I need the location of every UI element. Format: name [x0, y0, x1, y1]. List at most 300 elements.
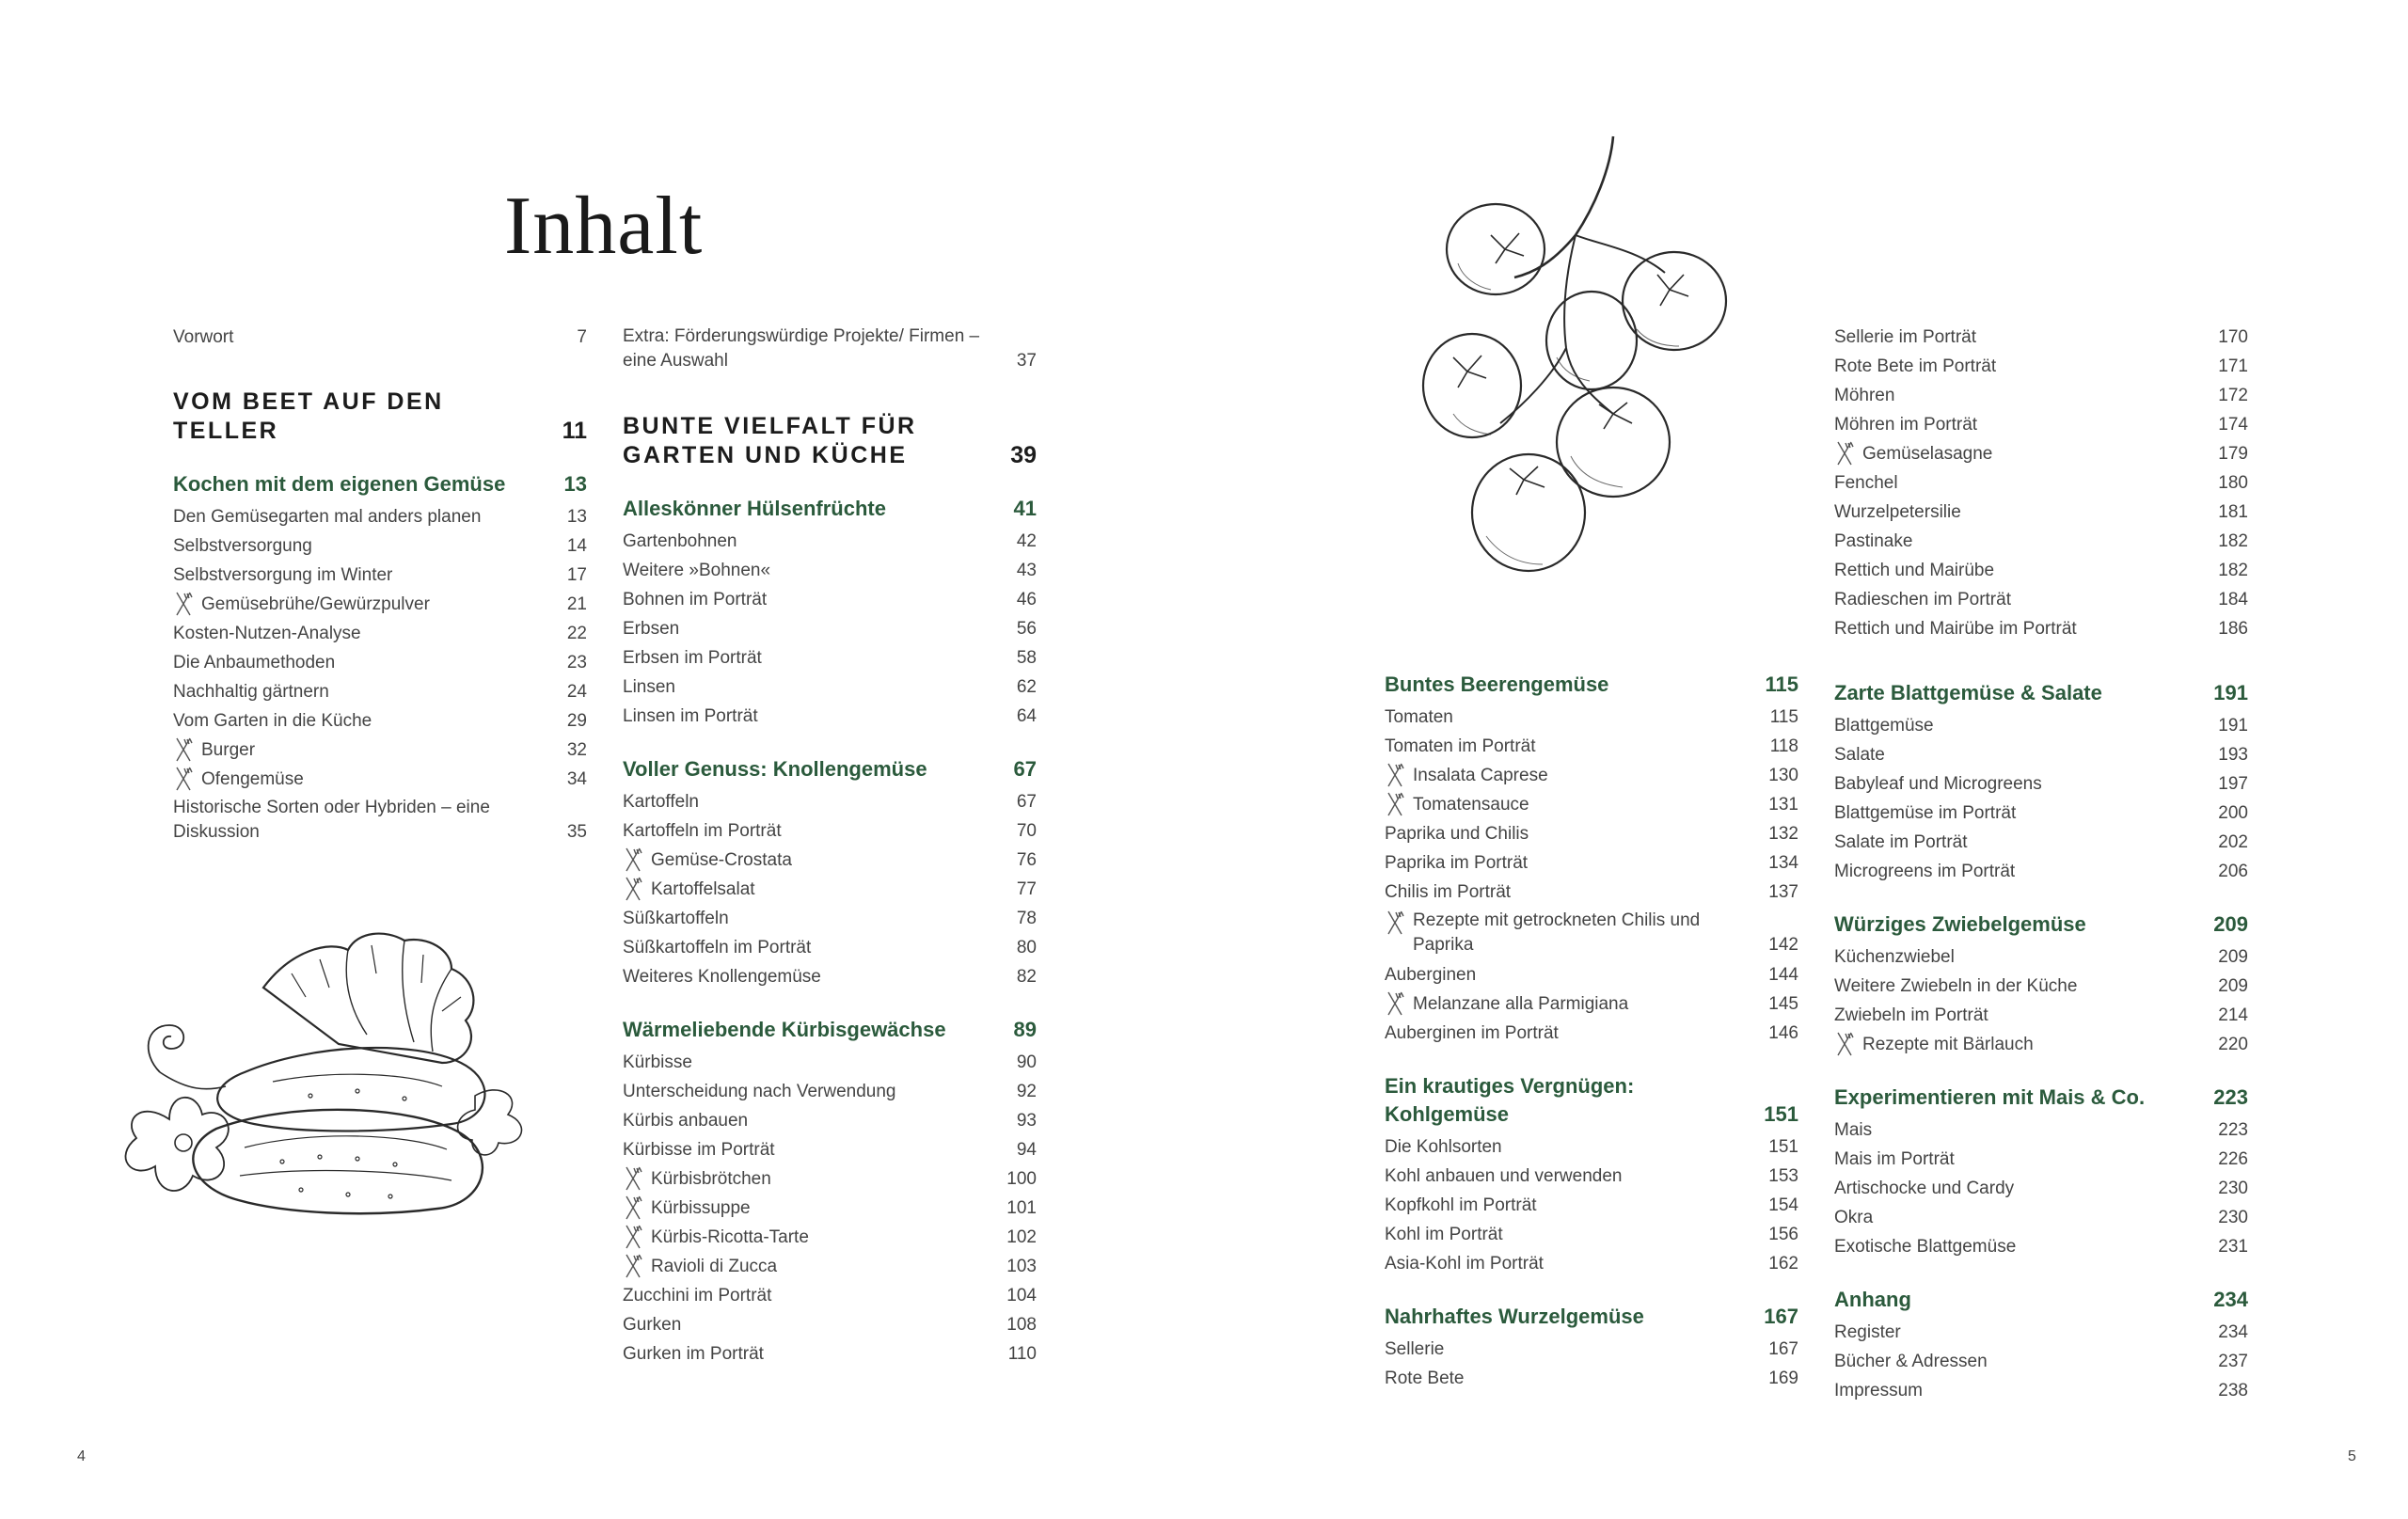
toc-entry — [1385, 878, 1798, 907]
cutlery-icon — [1385, 762, 1405, 788]
entry-title-wrap — [623, 527, 980, 556]
toc-entry — [1385, 703, 1798, 732]
entry-title: Auberginen im Porträt — [1385, 1023, 1559, 1043]
entry-title-wrap — [1834, 527, 2192, 556]
entry-title: Rote Bete im Porträt — [1834, 356, 1997, 376]
entry-title: Insalata Caprese — [1413, 766, 1548, 785]
entry-title-wrap — [1385, 732, 1742, 761]
entry-title-wrap — [1385, 1249, 1742, 1278]
entry-title-wrap — [623, 816, 980, 846]
recipe-entry — [1834, 439, 2248, 468]
toc-entry — [623, 816, 1037, 846]
toc-section — [1834, 323, 2248, 643]
toc-entry — [1834, 828, 2248, 857]
entry-title: Pastinake — [1834, 531, 1913, 551]
entry-title-wrap — [1834, 769, 2192, 799]
entry-title-wrap — [1834, 1001, 2192, 1030]
toc-entry — [1834, 769, 2248, 799]
entry-title-wrap — [1834, 828, 2192, 857]
chapter-title: Alleskönner Hülsenfrüchte — [623, 497, 886, 520]
entry-title-wrap — [1834, 410, 2192, 439]
toc-entry — [1385, 819, 1798, 848]
tomato-vine-illustration — [1411, 132, 1750, 593]
entry-page-number: 237 — [2218, 1352, 2248, 1371]
entry-page-number: 167 — [1768, 1339, 1798, 1359]
chapter-page-number: 13 — [563, 472, 587, 496]
entry-title-wrap — [173, 677, 531, 706]
chapter-heading — [1385, 1303, 1798, 1331]
chapter-page-number: 41 — [1013, 497, 1037, 520]
toc-entry — [173, 794, 587, 847]
entry-page-number: 231 — [2218, 1237, 2248, 1257]
recipe-entry — [1385, 989, 1798, 1019]
entry-title-wrap — [623, 962, 980, 991]
chapter-title: Anhang — [1834, 1288, 1911, 1311]
entry-title-wrap — [173, 706, 531, 736]
chapter-title: Zarte Blattgemüse & Salate — [1834, 681, 2102, 704]
toc-entry — [1385, 1249, 1798, 1278]
entry-title-wrap — [1385, 1335, 1742, 1364]
toc-column-3 — [1385, 671, 1798, 1417]
entry-title: Burger — [201, 740, 256, 760]
chapter-page-number: 223 — [2213, 1085, 2248, 1109]
entry-page-number: 22 — [566, 624, 587, 643]
toc-entry — [1834, 381, 2248, 410]
entry-title-wrap — [173, 796, 531, 845]
entry-page-number: 151 — [1768, 1137, 1798, 1157]
entry-title: Weiteres Knollengemüse — [623, 967, 821, 987]
toc-entry — [1834, 1318, 2248, 1347]
entry-title: Ravioli di Zucca — [651, 1257, 778, 1276]
entry-title: Exotische Blattgemüse — [1834, 1237, 2017, 1257]
chapter-heading — [1834, 1084, 2248, 1112]
toc-entry — [623, 1339, 1037, 1369]
entry-title-wrap — [623, 787, 980, 816]
entry-page-number: 171 — [2218, 356, 2248, 376]
entry-title-wrap — [1385, 703, 1742, 732]
entry-page-number: 238 — [2218, 1381, 2248, 1400]
entry-title-wrap — [623, 1077, 980, 1106]
entry-title: Tomaten — [1385, 707, 1453, 727]
toc-entry — [623, 672, 1037, 702]
entry-title: Blattgemüse im Porträt — [1834, 803, 2017, 823]
toc-entry — [173, 619, 587, 648]
entry-page-number: 34 — [566, 769, 587, 789]
entry-title-wrap — [1834, 799, 2192, 828]
folio-right: 5 — [2348, 1448, 2356, 1464]
cutlery-icon — [173, 766, 194, 792]
entry-title: Erbsen im Porträt — [623, 648, 762, 668]
entry-page-number: 230 — [2218, 1179, 2248, 1198]
entry-page-number: 145 — [1768, 994, 1798, 1014]
toc-entry — [1385, 1019, 1798, 1048]
entry-title-wrap — [1385, 790, 1742, 819]
entry-title: Gemüse-Crostata — [651, 850, 792, 870]
entry-page-number: 174 — [2218, 415, 2248, 435]
entry-page-number: 182 — [2218, 531, 2248, 551]
toc-entry — [1834, 527, 2248, 556]
entry-title-wrap — [623, 1281, 980, 1310]
chapter-page-number: 67 — [1013, 757, 1037, 781]
toc-entry — [1385, 1162, 1798, 1191]
entry-title-wrap — [1385, 1019, 1742, 1048]
entry-page-number: 209 — [2218, 947, 2248, 967]
entry-page-number: 202 — [2218, 832, 2248, 852]
toc-entry — [1834, 323, 2248, 352]
toc-entry — [623, 1106, 1037, 1135]
entry-title: Den Gemüsegarten mal anders planen — [173, 507, 482, 527]
entry-title: Selbstversorgung — [173, 536, 312, 556]
entry-title-wrap — [623, 1164, 980, 1194]
entry-title-wrap — [1385, 1220, 1742, 1249]
cutlery-icon — [1385, 910, 1405, 936]
recipe-entry — [1385, 761, 1798, 790]
part-title: BUNTE VIELFALT FÜR GARTEN UND KÜCHE — [623, 413, 917, 468]
entry-page-number: 179 — [2218, 444, 2248, 464]
entry-title-wrap — [623, 702, 980, 731]
cutlery-icon — [173, 591, 194, 617]
entry-title: Auberginen — [1385, 965, 1477, 985]
entry-page-number: 191 — [2218, 716, 2248, 736]
part-page-number: 11 — [562, 418, 587, 444]
recipe-entry — [1385, 790, 1798, 819]
entry-page-number: 70 — [1016, 821, 1037, 841]
entry-title: Die Kohlsorten — [1385, 1137, 1502, 1157]
toc-entry — [173, 648, 587, 677]
entry-page-number: 23 — [566, 653, 587, 672]
entry-page-number: 102 — [1006, 1227, 1037, 1247]
entry-title: Linsen im Porträt — [623, 706, 758, 726]
toc-entry — [623, 787, 1037, 816]
chapter-title: Würziges Zwiebelgemüse — [1834, 912, 2086, 936]
entry-title: Sellerie im Porträt — [1834, 327, 1976, 347]
toc-entry — [1385, 1191, 1798, 1220]
chapter-title: Wärmeliebende Kürbisgewächse — [623, 1018, 946, 1041]
entry-title-wrap — [1834, 857, 2192, 886]
recipe-entry — [173, 590, 587, 619]
entry-title: Impressum — [1834, 1381, 1923, 1400]
toc-section — [1834, 1084, 2248, 1261]
entry-title-wrap — [623, 933, 980, 962]
recipe-entry — [623, 1223, 1037, 1252]
toc-entry — [173, 502, 587, 531]
toc-entry — [1834, 1001, 2248, 1030]
entry-title-wrap — [1834, 439, 2192, 468]
entry-title: Melanzane alla Parmigiana — [1413, 994, 1629, 1014]
entry-title-wrap — [1834, 1232, 2192, 1261]
entry-title: Erbsen — [623, 619, 680, 639]
entry-page-number: 214 — [2218, 1005, 2248, 1025]
toc-section — [623, 412, 1037, 470]
toc-section — [623, 755, 1037, 991]
toc-entry — [1834, 585, 2248, 614]
cutlery-icon — [623, 876, 643, 902]
toc-entry — [1834, 1174, 2248, 1203]
part-title: VOM BEET AUF DEN TELLER — [173, 388, 444, 444]
toc-entry — [173, 561, 587, 590]
entry-title: Mais im Porträt — [1834, 1149, 1955, 1169]
entry-title-wrap — [1834, 740, 2192, 769]
entry-title: Bohnen im Porträt — [623, 590, 768, 609]
recipe-entry — [173, 736, 587, 765]
entry-title-wrap — [623, 672, 980, 702]
entry-title: Möhren im Porträt — [1834, 415, 1978, 435]
chapter-heading — [1385, 1072, 1798, 1129]
entry-page-number: 206 — [2218, 862, 2248, 881]
entry-title-wrap — [173, 590, 531, 619]
recipe-entry — [623, 1194, 1037, 1223]
toc-entry — [173, 677, 587, 706]
entry-title: Gartenbohnen — [623, 531, 737, 551]
entry-title-wrap — [173, 502, 531, 531]
cutlery-icon — [1385, 990, 1405, 1017]
entry-title-wrap — [623, 846, 980, 875]
part-page-number: 39 — [1010, 442, 1037, 468]
entry-title: Ofengemüse — [201, 769, 304, 789]
entry-title: Sellerie — [1385, 1339, 1445, 1359]
cutlery-icon — [1834, 1031, 1855, 1057]
chapter-page-number: 191 — [2213, 681, 2248, 704]
entry-page-number: 186 — [2218, 619, 2248, 639]
entry-title: Unterscheidung nach Verwendung — [623, 1082, 896, 1101]
entry-page-number: 64 — [1016, 706, 1037, 726]
chapter-page-number: 209 — [2213, 912, 2248, 936]
toc-entry — [623, 1048, 1037, 1077]
entry-title: Tomaten im Porträt — [1385, 736, 1536, 756]
cutlery-icon — [1385, 791, 1405, 817]
chapter-heading — [1385, 671, 1798, 699]
chapter-title: Kochen mit dem eigenen Gemüse — [173, 472, 506, 496]
entry-title: Tomatensauce — [1413, 795, 1529, 815]
chapter-title: Ein krautiges Vergnügen: Kohlgemüse — [1385, 1074, 1635, 1126]
entry-title-wrap — [1385, 960, 1742, 989]
entry-title: Chilis im Porträt — [1385, 882, 1512, 902]
entry-page-number: 21 — [566, 594, 587, 614]
entry-page-number: 170 — [2218, 327, 2248, 347]
toc-entry — [1834, 857, 2248, 886]
cutlery-icon — [623, 1195, 643, 1221]
toc-entry — [623, 1310, 1037, 1339]
chapter-heading — [623, 495, 1037, 523]
chapter-heading — [173, 470, 587, 498]
entry-title-wrap — [1385, 1162, 1742, 1191]
toc-entry — [1385, 960, 1798, 989]
chapter-page-number: 115 — [1765, 672, 1798, 696]
entry-page-number: 153 — [1768, 1166, 1798, 1186]
toc-entry — [1385, 1220, 1798, 1249]
entry-title-wrap — [623, 1106, 980, 1135]
cutlery-icon — [623, 847, 643, 873]
entry-page-number: 17 — [566, 565, 587, 585]
entry-title: Kohl im Porträt — [1385, 1225, 1503, 1244]
entry-page-number: 14 — [566, 536, 587, 556]
entry-page-number: 169 — [1768, 1369, 1798, 1388]
entry-title: Nachhaltig gärtnern — [173, 682, 329, 702]
entry-title: Vorwort — [173, 327, 234, 347]
entry-page-number: 62 — [1016, 677, 1037, 697]
toc-section — [1385, 1303, 1798, 1393]
entry-title-wrap — [623, 643, 980, 672]
toc-section — [623, 495, 1037, 731]
entry-title-wrap — [1834, 498, 2192, 527]
entry-title: Kürbisse im Porträt — [623, 1140, 775, 1160]
entry-page-number: 154 — [1768, 1195, 1798, 1215]
entry-title: Rezepte mit getrockneten Chilis und Paprika — [1413, 910, 1701, 955]
entry-page-number: 29 — [566, 711, 587, 731]
entry-title-wrap — [1385, 989, 1742, 1019]
toc-entry — [1834, 972, 2248, 1001]
toc-entry — [1385, 848, 1798, 878]
entry-page-number: 101 — [1006, 1198, 1037, 1218]
toc-entry — [1834, 410, 2248, 439]
toc-entry — [1834, 468, 2248, 498]
recipe-entry — [1834, 1030, 2248, 1059]
entry-title: Rettich und Mairübe im Porträt — [1834, 619, 2077, 639]
toc-entry — [1385, 1364, 1798, 1393]
toc-entry — [1834, 614, 2248, 643]
entry-title: Kartoffeln — [623, 792, 699, 812]
entry-title: Wurzelpetersilie — [1834, 502, 1961, 522]
entry-page-number: 90 — [1016, 1052, 1037, 1072]
entry-title-wrap — [1385, 819, 1742, 848]
toc-entry — [173, 706, 587, 736]
entry-title: Historische Sorten oder Hybriden – eine Diskussion — [173, 798, 490, 842]
toc-section — [623, 1016, 1037, 1369]
toc-entry — [1834, 1376, 2248, 1405]
toc-entry — [1834, 498, 2248, 527]
entry-page-number: 182 — [2218, 561, 2248, 580]
entry-title: Weitere »Bohnen« — [623, 561, 771, 580]
toc-entry — [1834, 1347, 2248, 1376]
entry-title-wrap — [623, 875, 980, 904]
entry-page-number: 110 — [1007, 1344, 1037, 1364]
chapter-heading — [623, 1016, 1037, 1044]
entry-page-number: 78 — [1016, 909, 1037, 928]
toc-entry — [623, 527, 1037, 556]
toc-section — [623, 323, 1037, 376]
chapter-heading — [1834, 910, 2248, 939]
entry-page-number: 220 — [2218, 1035, 2248, 1054]
entry-page-number: 200 — [2218, 803, 2248, 823]
chapter-title: Voller Genuss: Knollengemüse — [623, 757, 927, 781]
entry-page-number: 42 — [1016, 531, 1037, 551]
entry-page-number: 80 — [1016, 938, 1037, 957]
chapter-page-number: 151 — [1764, 1102, 1798, 1126]
toc-entry — [623, 933, 1037, 962]
entry-title-wrap — [173, 765, 531, 794]
entry-page-number: 137 — [1768, 882, 1798, 902]
entry-title-wrap — [173, 619, 531, 648]
entry-title-wrap — [1834, 1376, 2192, 1405]
entry-title-wrap — [173, 736, 531, 765]
entry-title: Rezepte mit Bärlauch — [1862, 1035, 2034, 1054]
entry-title: Blattgemüse — [1834, 716, 1934, 736]
entry-title: Babyleaf und Microgreens — [1834, 774, 2042, 794]
toc-section — [1834, 910, 2248, 1059]
toc-column-4 — [1834, 323, 2248, 1430]
entry-page-number: 32 — [566, 740, 587, 760]
toc-section — [173, 388, 587, 446]
entry-page-number: 92 — [1016, 1082, 1037, 1101]
toc-entry — [1834, 799, 2248, 828]
toc-entry — [1834, 711, 2248, 740]
entry-title: Rettich und Mairübe — [1834, 561, 1995, 580]
part-heading — [623, 412, 1037, 470]
toc-entry — [623, 585, 1037, 614]
entry-title-wrap — [623, 1252, 980, 1281]
toc-section — [173, 470, 587, 847]
recipe-entry — [623, 1252, 1037, 1281]
chapter-title: Nahrhaftes Wurzelgemüse — [1385, 1305, 1644, 1328]
entry-title: Selbstversorgung im Winter — [173, 565, 393, 585]
entry-title-wrap — [623, 1310, 980, 1339]
entry-page-number: 156 — [1768, 1225, 1798, 1244]
entry-page-number: 56 — [1016, 619, 1037, 639]
entry-title: Gurken — [623, 1315, 682, 1335]
chapter-heading — [1834, 679, 2248, 707]
entry-page-number: 108 — [1006, 1315, 1037, 1335]
entry-page-number: 37 — [1016, 351, 1037, 371]
entry-title: Kürbisse — [623, 1052, 692, 1072]
entry-title-wrap — [1834, 468, 2192, 498]
entry-page-number: 35 — [566, 822, 587, 842]
entry-title: Salate im Porträt — [1834, 832, 1968, 852]
entry-title-wrap — [1834, 614, 2192, 643]
entry-page-number: 184 — [2218, 590, 2248, 609]
entry-title: Kartoffelsalat — [651, 879, 755, 899]
entry-page-number: 94 — [1016, 1140, 1037, 1160]
entry-page-number: 180 — [2218, 473, 2248, 493]
entry-title: Linsen — [623, 677, 675, 697]
cutlery-icon — [623, 1253, 643, 1279]
chapter-page-number: 167 — [1764, 1305, 1798, 1328]
entry-title-wrap — [1385, 848, 1742, 878]
entry-title: Paprika und Chilis — [1385, 824, 1529, 844]
entry-title: Rote Bete — [1385, 1369, 1465, 1388]
entry-title-wrap — [1834, 352, 2192, 381]
entry-page-number: 93 — [1016, 1111, 1037, 1131]
entry-page-number: 103 — [1006, 1257, 1037, 1276]
entry-title: Register — [1834, 1322, 1901, 1342]
entry-page-number: 24 — [566, 682, 587, 702]
entry-title-wrap — [1385, 1191, 1742, 1220]
entry-page-number: 144 — [1768, 965, 1798, 985]
page-title: Inhalt — [504, 181, 704, 272]
toc-entry — [1834, 942, 2248, 972]
recipe-entry — [1385, 907, 1798, 960]
entry-title-wrap — [1834, 556, 2192, 585]
toc-entry — [623, 643, 1037, 672]
toc-entry — [623, 614, 1037, 643]
entry-title: Kohl anbauen und verwenden — [1385, 1166, 1623, 1186]
toc-entry — [173, 531, 587, 561]
entry-page-number: 67 — [1016, 792, 1037, 812]
entry-page-number: 193 — [2218, 745, 2248, 765]
toc-section — [173, 323, 587, 352]
entry-title: Zwiebeln im Porträt — [1834, 1005, 1988, 1025]
entry-title-wrap — [623, 324, 980, 373]
entry-title-wrap — [1834, 1174, 2192, 1203]
entry-title-wrap — [173, 531, 531, 561]
entry-title-wrap — [623, 1048, 980, 1077]
entry-page-number: 172 — [2218, 386, 2248, 405]
entry-title: Gemüselasagne — [1862, 444, 1993, 464]
entry-title: Asia-Kohl im Porträt — [1385, 1254, 1544, 1274]
entry-title-wrap — [1385, 1364, 1742, 1393]
toc-entry — [1385, 1335, 1798, 1364]
entry-page-number: 100 — [1006, 1169, 1037, 1189]
folio-left: 4 — [77, 1448, 86, 1464]
